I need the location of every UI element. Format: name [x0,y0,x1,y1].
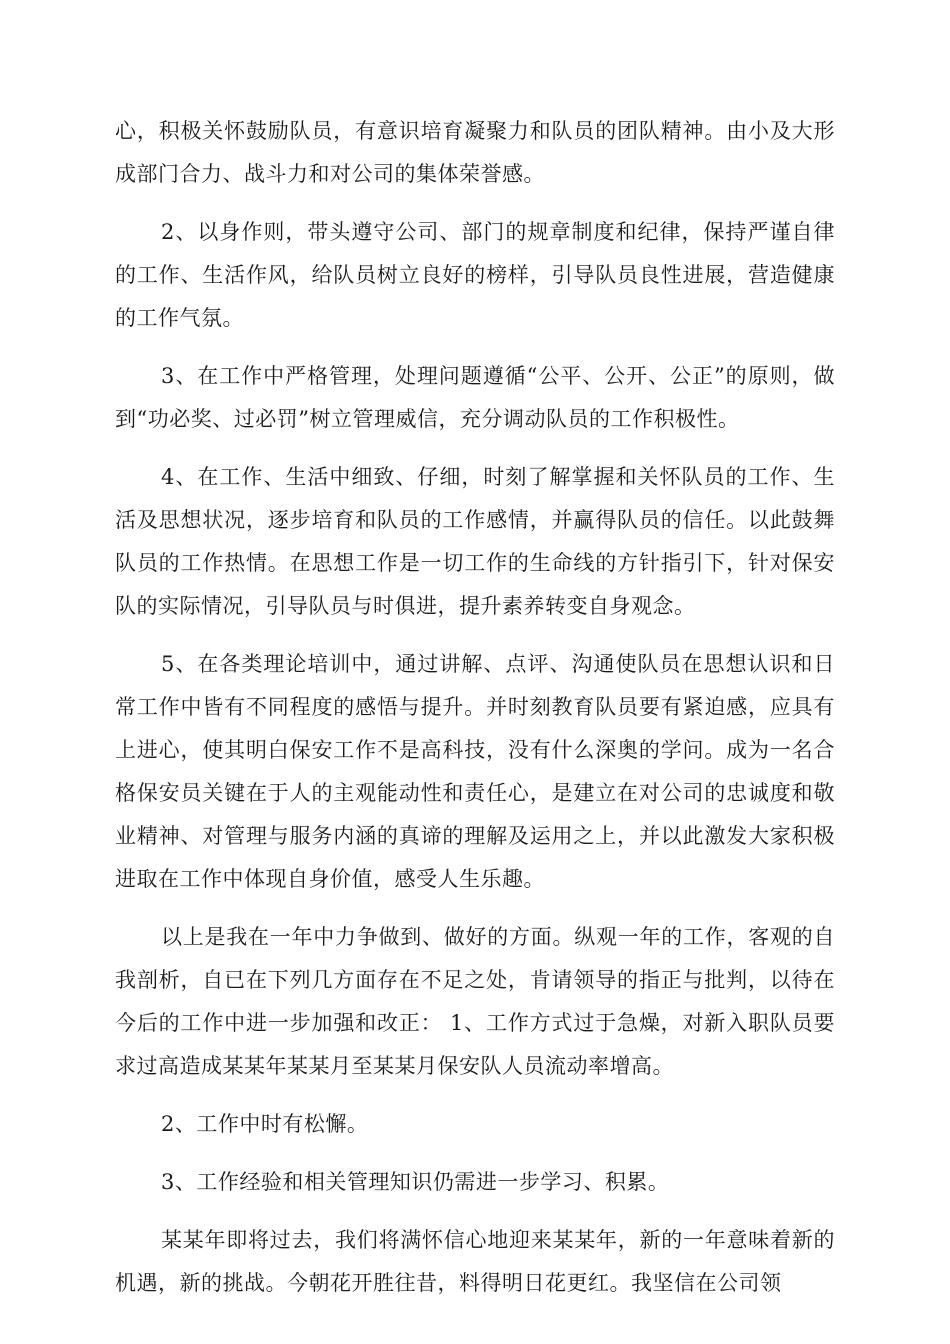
paragraph-6: 以上是我在一年中力争做到、做好的方面。纵观一年的工作，客观的自我剖析，自已在下列几方面存在不足之处，肯请领导的指正与批判，以待在今后的工作中进一步加强和改正： 1、工作方式过于急燥，对新入职队员要求过高造成某某年某某月至某某月保安队人员流动率增高。 [115,925,835,1078]
paragraph-7: 2、工作中时有松懈。 [161,1112,369,1136]
paragraph-3: 3、在工作中严格管理，处理问题遵循“公平、公开、公正”的原则，做到“功必奖、过必罚”树立管理威信，充分调动队员的工作积极性。 [115,364,835,431]
paragraph-9: 某某年即将过去，我们将满怀信心地迎来某某年，新的一年意味着新的机遇，新的挑战。今朝花开胜往昔，料得明日花更红。我坚信在公司领 [115,1228,835,1295]
paragraph-8: 3、工作经验和相关管理知识仍需进一步学习、积累。 [161,1170,670,1194]
paragraph-2: 2、以身作则，带头遵守公司、部门的规章制度和纪律，保持严谨自律的工作、生活作风，给队员树立良好的榜样，引导队员良性进展，营造健康的工作气氛。 [115,220,835,330]
document-body [115,110,835,1320]
paragraph-4: 4、在工作、生活中细致、仔细，时刻了解掌握和关怀队员的工作、生活及思想状况，逐步培育和队员的工作感情，并赢得队员的信任。以此鼓舞队员的工作热情。在思想工作是一切工作的生命线的方针指引下，针对保安队的实际情况，引导队员与时俱进，提升素养转变自身观念。 [115,465,835,618]
paragraph-1: 心，积极关怀鼓励队员，有意识培育凝聚力和队员的团队精神。由小及大形成部门合力、战斗力和对公司的集体荣誉感。 [115,119,835,186]
paragraph-5: 5、在各类理论培训中，通过讲解、点评、沟通使队员在思想认识和日常工作中皆有不同程度的感悟与提升。并时刻教育队员要有紧迫感，应具有上进心，使其明白保安工作不是高科技，没有什么深奥的学问。成为一名合格保安员关键在于人的主观能动性和责任心，是建立在对公司的忠诚度和敬业精神、对管理与服务内涵的真谛的理解及运用之上，并以此激发大家积极进取在工作中体现自身价值，感受人生乐趣。 [115,652,835,891]
